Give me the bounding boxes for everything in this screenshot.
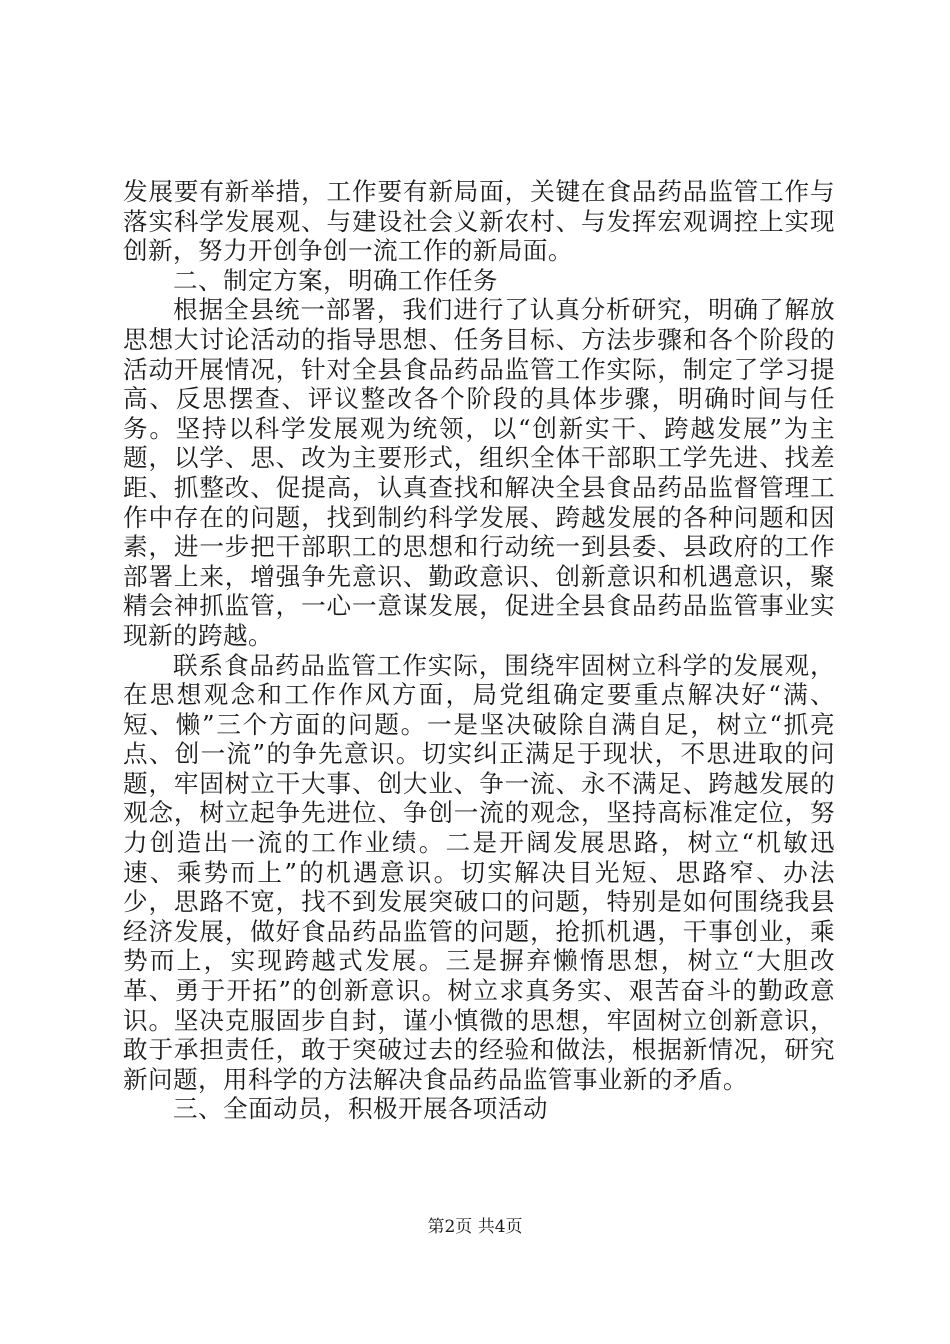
paragraph-continuation: 发展要有新举措，工作要有新局面，关键在食品药品监管工作与落实科学发展观、与建设社会义新农村、与发挥宏观调控上实现创新，努力开创争创一流工作的新局面。 bbox=[123, 177, 835, 266]
section-heading-3: 三、全面动员，积极开展各项活动 bbox=[173, 1094, 548, 1124]
section-heading-2: 二、制定方案，明确工作任务 bbox=[173, 265, 498, 295]
paragraph-problems: 联系食品药品监管工作实际，围绕牢固树立科学的发展观，在思想观念和工作作风方面，局党组确定要重点解决好“满、短、懒”三个方面的问题。一是坚决破除自满自足，树立“抓亮点、创一流”的争先意识。切实纠正满足于现状，不思进取的问题，牢固树立干大事、创大业、争一流、永不满足、跨越发展的观念，树立起争先进位、争创一流的观念，坚持高标准定位，努力创造出一流的工作业绩。二是开阔发展思路，树立“机敏迅速、乘势而上”的机遇意识。切实解决目光短、思路窄、办法少，思路不宽，找不到发展突破口的问题，特别是如何围绕我县经济发展，做好食品药品监管的问题，抢抓机遇，干事创业，乘势而上，实现跨越式发展。三是摒弃懒惰思想，树立“大胆改革、勇于开拓”的创新意识。树立求真务实、艰苦奋斗的勤政意识。坚决克服固步自封，谨小慎微的思想，牢固树立创新意识，敢于承担责任，敢于突破过去的经验和做法，根据新情况，研究新问题，用科学的方法解决食品药品监管事业新的矛盾。 bbox=[123, 650, 835, 1094]
document-body bbox=[123, 177, 835, 1124]
page-number-footer: 第2页 共4页 bbox=[427, 1217, 523, 1237]
paragraph-deployment: 根据全县统一部署，我们进行了认真分析研究，明确了解放思想大讨论活动的指导思想、任务目标、方法步骤和各个阶段的活动开展情况，针对全县食品药品监管工作实际，制定了学习提高、反思摆查、评议整改各个阶段的具体步骤，明确时间与任务。坚持以科学发展观为统领，以“创新实干、跨越发展”为主题，以学、思、改为主要形式，组织全体干部职工学先进、找差距、抓整改、促提高，认真查找和解决全县食品药品监督管理工作中存在的问题，找到制约科学发展、跨越发展的各种问题和因素，进一步把干部职工的思想和行动统一到县委、县政府的工作部署上来，增强争先意识、勤政意识、创新意识和机遇意识，聚精会神抓监管，一心一意谋发展，促进全县食品药品监管事业实现新的跨越。 bbox=[123, 295, 835, 650]
